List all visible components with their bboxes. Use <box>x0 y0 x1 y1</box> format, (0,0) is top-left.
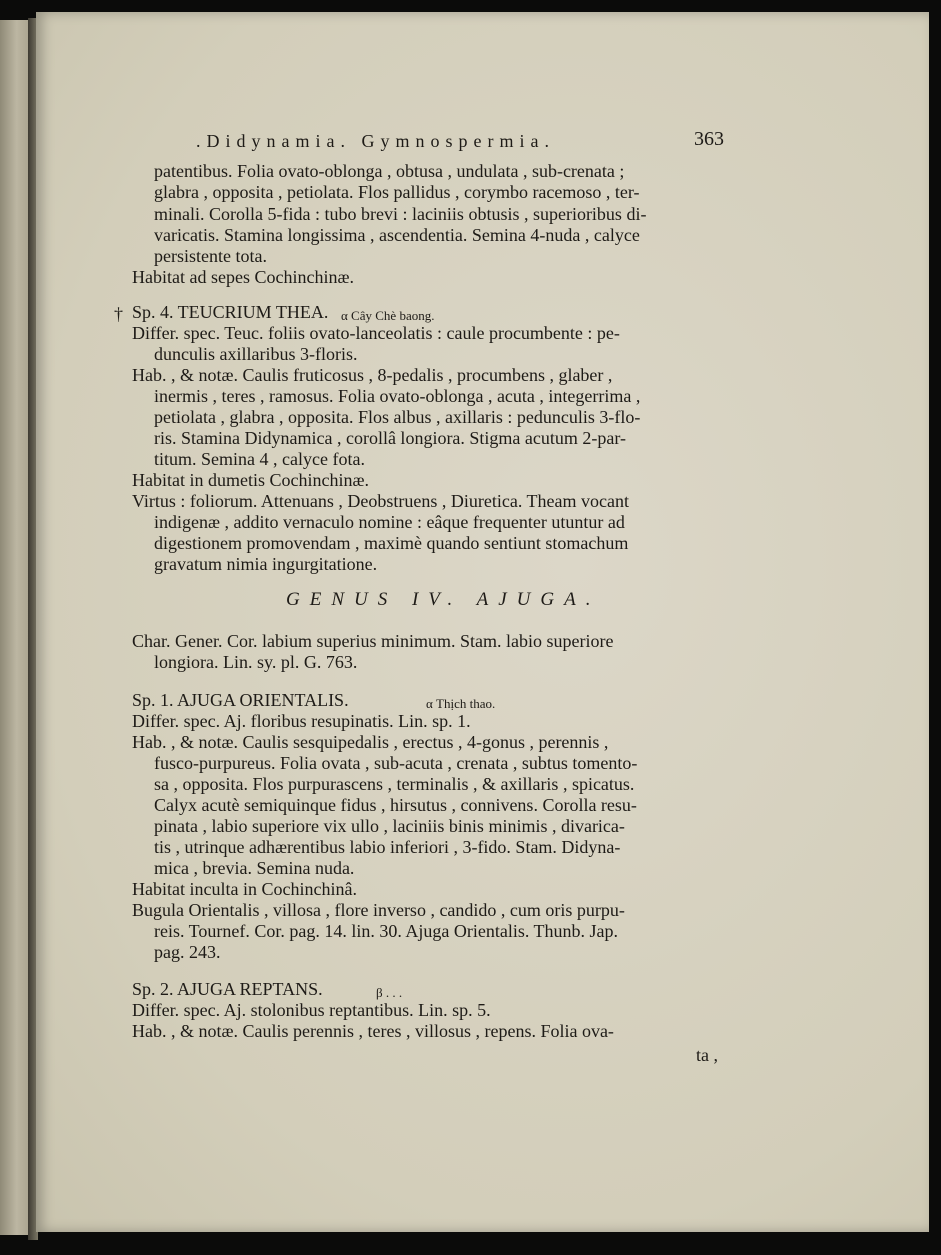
vernacular-name: β . . . <box>376 985 403 1000</box>
text-line: sa , opposita. Flos purpurascens , terminalis , & axillaris , spicatus. <box>154 774 635 794</box>
text-line: ris. Stamina Didynamica , corollâ longiora. Stigma acutum 2-par- <box>154 428 627 448</box>
text-line: indigenæ , addito vernaculo nomine : eâque frequenter utuntur ad <box>154 512 625 532</box>
text-line: Bugula Orientalis , villosa , flore inverso , candido , cum oris purpu- <box>132 900 625 920</box>
text-line: Differ. spec. Aj. stolonibus reptantibus. Lin. sp. 5. <box>132 1000 491 1020</box>
text-line: dunculis axillaribus 3-floris. <box>154 344 358 364</box>
text-line: mica , brevia. Semina nuda. <box>154 858 355 878</box>
text-line: fusco-purpureus. Folia ovata , sub-acuta , crenata , subtus tomento- <box>154 753 638 773</box>
text-line: Calyx acutè semiquinque fidus , hirsutus , connivens. Corolla resu- <box>154 795 637 815</box>
text-line: reis. Tournef. Cor. pag. 14. lin. 30. Ajuga Orientalis. Thunb. Jap. <box>154 921 619 941</box>
text-line: glabra , opposita , petiolata. Flos pallidus , corymbo racemoso , ter- <box>154 182 640 202</box>
adjacent-page-edge <box>0 20 30 1235</box>
vernacular-name: α Thịch thao. <box>426 696 496 711</box>
text-line: gravatum nimia ingurgitatione. <box>154 554 378 574</box>
text-line: persistente tota. <box>154 246 267 266</box>
page-number: 363 <box>694 128 724 150</box>
text-line: Differ. spec. Aj. floribus resupinatis. Lin. sp. 1. <box>132 711 471 731</box>
text-line: longiora. Lin. sy. pl. G. 763. <box>154 652 358 672</box>
species-heading: Sp. 2. AJUGA REPTANS. <box>132 979 323 999</box>
species-heading: Sp. 4. TEUCRIUM THEA. <box>132 302 329 322</box>
text-line: inermis , teres , ramosus. Folia ovato-oblonga , acuta , integerrima , <box>154 386 641 406</box>
book-page <box>36 12 929 1232</box>
text-line: Virtus : foliorum. Attenuans , Deobstruens , Diuretica. Theam vocant <box>132 491 629 511</box>
text-line: pag. 243. <box>154 942 221 962</box>
catchword: ta , <box>696 1045 718 1065</box>
text-line: minali. Corolla 5-fida : tubo brevi : laciniis obtusis , superioribus di- <box>154 204 647 224</box>
running-title: .Didynamia. Gymnospermia. <box>196 131 555 151</box>
text-line: petiolata , glabra , opposita. Flos albus , axillaris : pedunculis 3-flo- <box>154 407 641 427</box>
text-line: Habitat ad sepes Cochinchinæ. <box>132 267 354 287</box>
text-line: pinata , labio superiore vix ullo , laciniis binis minimis , divarica- <box>154 816 625 836</box>
text-line: titum. Semina 4 , calyce fota. <box>154 449 365 469</box>
dagger-mark: † <box>114 304 123 324</box>
text-line: Habitat in dumetis Cochinchinæ. <box>132 470 369 490</box>
text-line: Char. Gener. Cor. labium superius minimum. Stam. labio superiore <box>132 631 614 651</box>
genus-heading: GENUS IV. AJUGA. <box>286 589 601 610</box>
text-line: Hab. , & notæ. Caulis fruticosus , 8-pedalis , procumbens , glaber , <box>132 365 613 385</box>
text-line: tis , utrinque adhærentibus labio inferiori , 3-fido. Stam. Didyna- <box>154 837 621 857</box>
text-line: digestionem promovendam , maximè quando sentiunt stomachum <box>154 533 629 553</box>
vernacular-name: α Cây Chè baong. <box>341 308 435 323</box>
text-line: Habitat inculta in Cochinchinâ. <box>132 879 357 899</box>
text-line: Differ. spec. Teuc. foliis ovato-lanceolatis : caule procumbente : pe- <box>132 323 620 343</box>
species-heading: Sp. 1. AJUGA ORIENTALIS. <box>132 690 349 710</box>
text-line: patentibus. Folia ovato-oblonga , obtusa , undulata , sub-crenata ; <box>154 161 625 181</box>
text-line: varicatis. Stamina longissima , ascendentia. Semina 4-nuda , calyce <box>154 225 640 245</box>
text-line: Hab. , & notæ. Caulis perennis , teres , villosus , repens. Folia ova- <box>132 1021 614 1041</box>
text-line: Hab. , & notæ. Caulis sesquipedalis , erectus , 4-gonus , perennis , <box>132 732 609 752</box>
